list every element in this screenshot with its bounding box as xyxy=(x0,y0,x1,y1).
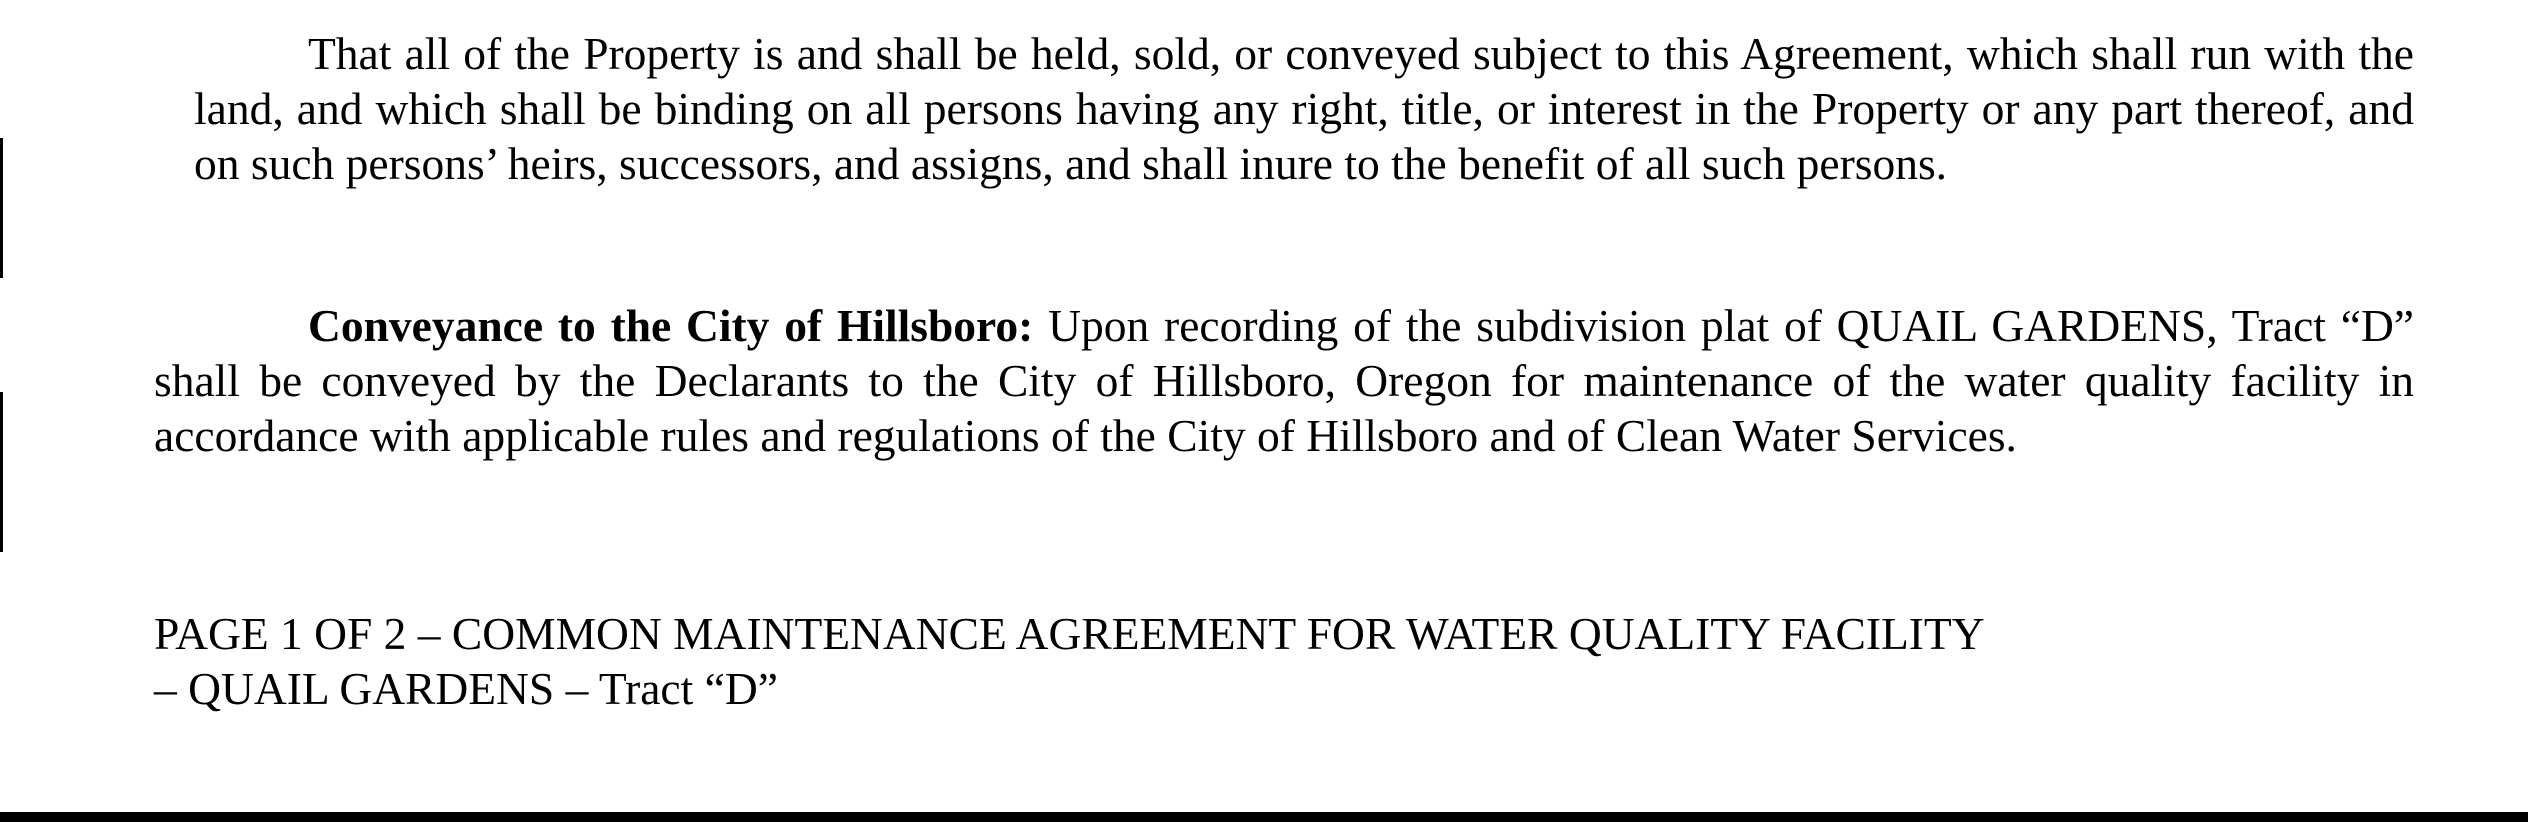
margin-revision-bar xyxy=(0,392,3,552)
page-footer xyxy=(154,606,2414,716)
margin-revision-bar xyxy=(0,138,3,278)
footer-line-1: PAGE 1 OF 2 – COMMON MAINTENANCE AGREEMENT FOR WATER QUALITY FACILITY xyxy=(154,608,1985,659)
bottom-border-rule xyxy=(0,812,2528,822)
conveyance-paragraph xyxy=(154,298,2414,463)
binding-paragraph xyxy=(194,26,2414,191)
conveyance-body: Upon recording of the subdivision plat of QUAIL GARDENS, Tract “D” shall be conveyed by the Declarants to the City of Hillsboro, Oregon for maintenance of the water quality facility in accordance with applicable rules and regulations of the City of Hillsboro and of Clean Water Services. xyxy=(154,300,2414,461)
conveyance-heading: Conveyance to the City of Hillsboro: xyxy=(308,300,1034,351)
binding-paragraph-text: That all of the Property is and shall be held, sold, or conveyed subject to this Agreement, which shall run with the land, and which shall be binding on all persons having any right, title, or interest in the Property or any part thereof, and on such persons’ heirs, successors, and assigns, and shall inure to the benefit of all such persons. xyxy=(194,28,2414,189)
footer-line-2: – QUAIL GARDENS – Tract “D” xyxy=(154,663,778,714)
conveyance-paragraph-text xyxy=(154,298,2414,463)
